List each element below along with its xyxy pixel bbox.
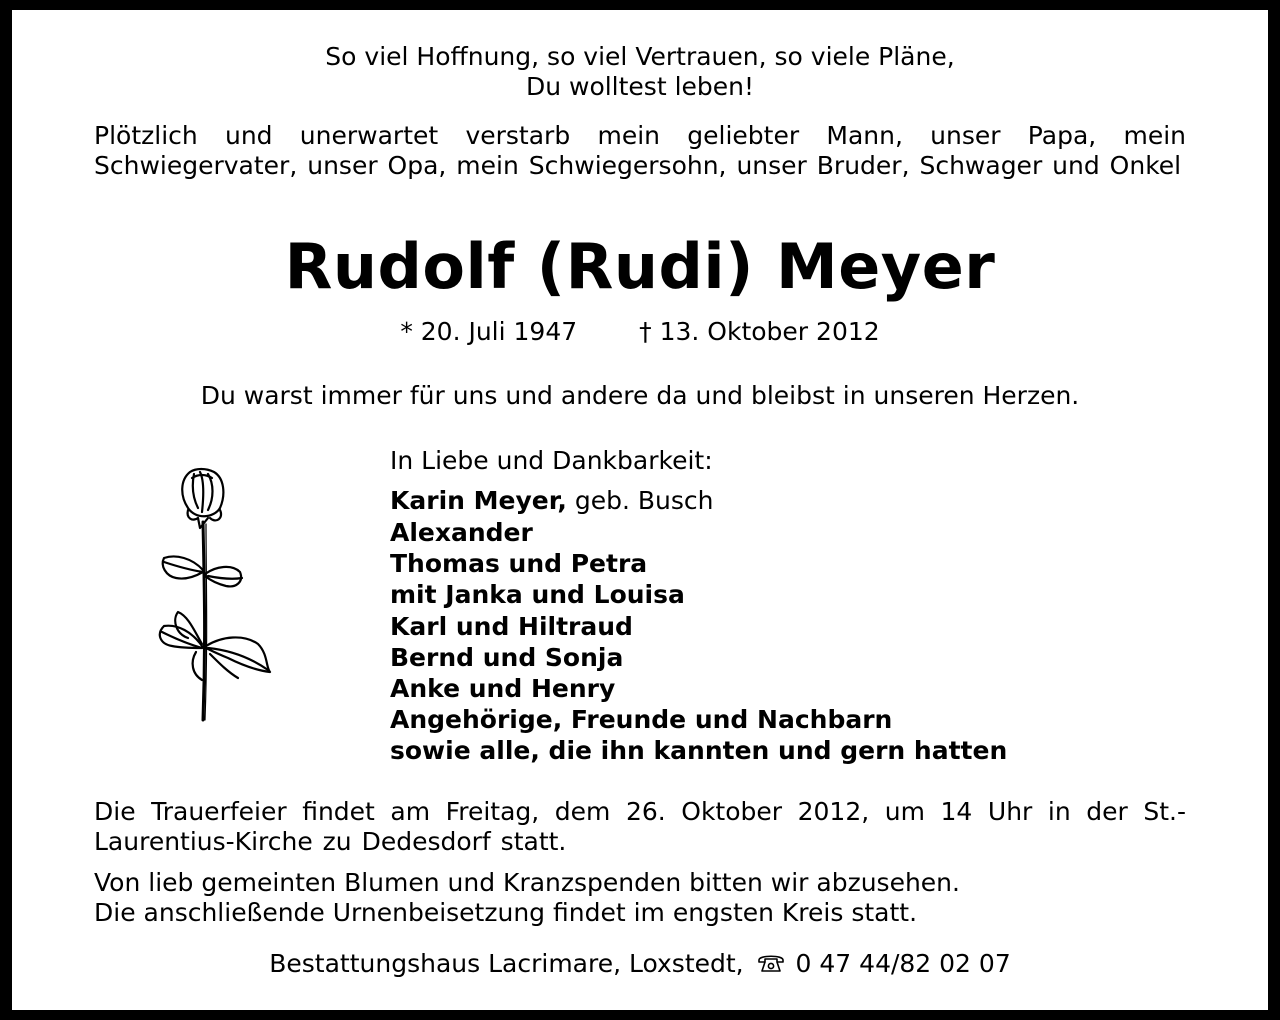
mourner-line: sowie alle, die ihn kannten und gern hatten	[390, 736, 1008, 765]
announcement-text: Plötzlich und unerwartet verstarb mein geliebter Mann, unser Papa, mein Schwiegervater, unser Opa, mein Schwiegersohn, unser Bruder, Schwager und Onkel	[94, 121, 1186, 180]
funeral-info: Die Trauerfeier findet am Freitag, dem 26. Oktober 2012, um 14 Uhr in der St.-Laurentius-Kirche zu Dedesdorf statt.	[94, 797, 1186, 856]
death-date: † 13. Oktober 2012	[639, 317, 880, 346]
mourner-line: Bernd und Sonja	[390, 643, 624, 672]
undertaker-phone: 0 47 44/82 02 07	[795, 949, 1011, 978]
mourners-intro: In Liebe und Dankbarkeit:	[390, 446, 713, 475]
mourner-primary-maiden: geb. Busch	[566, 486, 714, 515]
poem-line-1: So viel Hoffnung, so viel Vertrauen, so viele Pläne,	[325, 42, 955, 71]
deceased-name: Rudolf (Rudi) Meyer	[284, 230, 996, 303]
burial-note: Die anschließende Urnenbeisetzung findet im engsten Kreis statt.	[94, 898, 918, 927]
mourner-line: Angehörige, Freunde und Nachbarn	[390, 705, 893, 734]
mourner-line: Thomas und Petra	[390, 549, 648, 578]
tribute-text: Du warst immer für uns und andere da und bleibst in unseren Herzen.	[200, 381, 1080, 410]
mourner-primary-name: Karin Meyer,	[390, 486, 567, 515]
birth-date: * 20. Juli 1947	[400, 317, 578, 346]
life-dates	[12, 317, 1268, 347]
mourner-line: Karl und Hiltraud	[390, 612, 633, 641]
undertaker-name: Bestattungshaus Lacrimare, Loxstedt,	[269, 949, 744, 978]
mourner-line: Anke und Henry	[390, 674, 616, 703]
undertaker-contact	[12, 949, 1268, 979]
rose-icon	[148, 466, 274, 724]
flowers-note: Von lieb gemeinten Blumen und Kranzspenden bitten wir abzusehen.	[94, 868, 960, 897]
telephone-icon	[756, 952, 786, 974]
mourner-line: mit Janka und Louisa	[390, 580, 685, 609]
poem-line-2: Du wolltest leben!	[525, 72, 755, 101]
mourner-primary	[390, 485, 713, 516]
mourner-line: Alexander	[390, 518, 533, 547]
